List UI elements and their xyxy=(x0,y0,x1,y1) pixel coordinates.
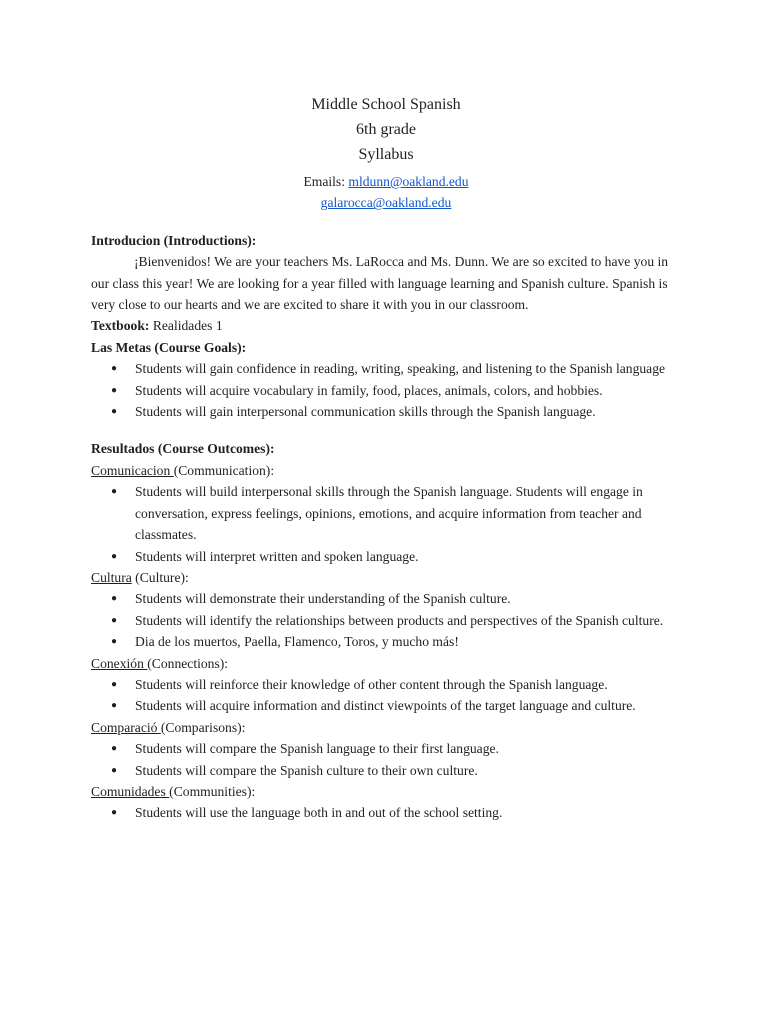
communication-list xyxy=(91,481,681,567)
list-item: ● Students will compare the Spanish culture to their own culture. xyxy=(91,760,681,781)
bullet-icon: ● xyxy=(111,363,118,375)
bullet-icon: ● xyxy=(111,486,118,498)
bullet-icon: ● xyxy=(111,614,118,626)
list-item: ● Students will use the language both in and out of the school setting. xyxy=(91,802,681,823)
list-item: ● Students will reinforce their knowledge of other content through the Spanish language. xyxy=(91,674,681,695)
textbook-label: Textbook: xyxy=(91,318,150,334)
bullet-icon: ● xyxy=(111,593,118,605)
bullet-icon: ● xyxy=(111,550,118,562)
connections-list xyxy=(91,674,681,717)
email-link-dunn[interactable]: mldunn@oakland.edu xyxy=(348,174,469,189)
list-item: ● Students will acquire vocabulary in family, food, places, animals, colors, and hobbies. xyxy=(91,380,681,401)
comparisons-list xyxy=(91,738,681,781)
list-item: ● Students will gain interpersonal communication skills through the Spanish language. xyxy=(91,401,681,422)
list-item: ● Students will acquire information and distinct viewpoints of the target language and culture. xyxy=(91,695,681,716)
subheading-comparisons: Comparació (Comparisons): xyxy=(91,719,246,735)
bullet-icon: ● xyxy=(111,700,118,712)
list-item: ● Students will compare the Spanish language to their first language. xyxy=(91,738,681,759)
outcomes-heading: Resultados (Course Outcomes): xyxy=(91,441,275,457)
list-item: ● Students will gain confidence in reading, writing, speaking, and listening to the Spanish language xyxy=(91,358,681,379)
syllabus-label: Syllabus xyxy=(358,146,414,163)
list-item: ● Students will interpret written and spoken language. xyxy=(91,546,681,567)
list-item: ● Students will build interpersonal skills through the Spanish language. Students will engage in conversation, express feelings, opinions, emotions, and acquire information from teacher and classmates. xyxy=(91,481,681,545)
list-item: ● Students will demonstrate their understanding of the Spanish culture. xyxy=(91,588,681,609)
bullet-icon: ● xyxy=(111,678,118,690)
goals-list xyxy=(91,358,681,422)
grade-level: 6th grade xyxy=(356,121,416,138)
list-item: ● Dia de los muertos, Paella, Flamenco, Toros, y mucho más! xyxy=(91,631,681,652)
subheading-communities: Comunidades (Communities): xyxy=(91,783,256,799)
subheading-connections: Conexión (Connections): xyxy=(91,655,229,671)
subheading-culture: Cultura (Culture): xyxy=(91,569,189,585)
document-title xyxy=(91,92,681,167)
bullet-icon: ● xyxy=(111,743,118,755)
goals-heading: Las Metas (Course Goals): xyxy=(91,339,247,355)
syllabus-page xyxy=(91,92,681,824)
bullet-icon: ● xyxy=(111,406,118,418)
list-item: ● Students will identify the relationships between products and perspectives of the Spanish culture. xyxy=(91,610,681,631)
culture-list xyxy=(91,588,681,652)
email-link-larocca[interactable]: galarocca@oakland.edu xyxy=(320,195,452,211)
emails-label: Emails: xyxy=(303,174,349,189)
communities-list xyxy=(91,802,681,823)
intro-paragraph: ¡Bienvenidos! We are your teachers Ms. LaRocca and Ms. Dunn. We are so excited to have you in our class this year! We are looking for a year filled with language learning and Spanish culture. Spanish is very close to our hearts and we are excited to share it with you in our classroom. xyxy=(91,254,669,313)
bullet-icon: ● xyxy=(111,636,118,648)
bullet-icon: ● xyxy=(111,764,118,776)
subheading-communication: Comunicacion (Communication): xyxy=(91,462,275,478)
intro-heading: Introducion (Introductions): xyxy=(91,232,257,248)
textbook-line xyxy=(91,315,681,336)
emails-block xyxy=(91,171,681,214)
bullet-icon: ● xyxy=(111,384,118,396)
course-title: Middle School Spanish xyxy=(311,96,461,113)
bullet-icon: ● xyxy=(111,807,118,819)
textbook-value: Realidades 1 xyxy=(149,318,223,334)
